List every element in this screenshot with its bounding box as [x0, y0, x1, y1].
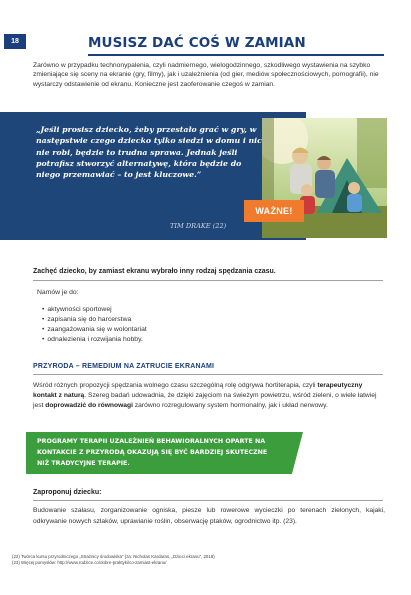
suggest-paragraph: Budowanie szałasu, zorganizowanie ogniska, piesze lub rowerowe wycieczki po terenach zielonych, kajaki, odkrywanie nowych szlaków, uprawianie roślin, obserwację ptaków, ogrodnictwo itp. (23). [33, 507, 385, 525]
ways-label: Namów je do: [37, 289, 79, 296]
highlight-text: PROGRAMY TERAPII UZALEŻNIEŃ BEHAWIORALNYCH OPARTE NA KONTAKCIE Z PRZYRODĄ OKAZUJĄ SIĘ BYĆ BARDZIEJ SKUTECZNE NIŻ TRADYCYJNE TERAPIE. [37, 438, 268, 467]
encourage-heading: Zachęć dziecko, by zamiast ekranu wybrało inny rodzaj spędzania czasu. [33, 268, 276, 275]
text-run: . Szereg badań udowadnia, że dzięki zajęciom na świeżym powietrzu, wśród zieleni, o wiele łatwiej jest [33, 392, 377, 410]
title-divider [88, 54, 384, 56]
footnote: (23) Więcej pomysłów: http://www.rodzice.co/dobre-praktyki/co-zamiast-ekranu/ [12, 560, 167, 565]
suggest-heading: Zaproponuj dziecku: [33, 489, 102, 496]
quote-author: TIM DRAKE (22) [170, 222, 227, 230]
bold-phrase: terapeutyczny kontakt z naturą [33, 382, 363, 400]
list-item: • zapisania się do harcerstwa [42, 315, 147, 325]
footnote: (22) Twórca kursu przyrodniczego „Strażnicy środowiska” (za: Nicholas Kardaras, „Dzieci ekranu”, 2018) [12, 554, 215, 559]
section-divider [33, 374, 383, 375]
nature-heading: PRZYRODA – REMEDIUM NA ZATRUCIE EKRANAMI [33, 363, 215, 370]
footnotes [12, 554, 372, 566]
nature-paragraph [33, 381, 385, 412]
list-item: • aktywności sportowej [42, 305, 147, 315]
text-run: zarówno rozregulowany system hormonalny, jak i układ nerwowy. [132, 402, 328, 410]
important-badge: WAŻNE! [244, 200, 304, 222]
page-number: 18 [4, 34, 26, 49]
activities-list [42, 305, 147, 345]
bold-phrase: doprowadzić do równowagi [45, 402, 133, 410]
intro-paragraph: Zarówno w przypadku technonypalenia, czyli nadmiernego, wielogodzinnego, szkodliwego wystawienia na szybko zmieniające się sceny na ekranie (gry, filmy), jak i uzależnienia (od gier, mediów społecznościowych, pornografii), nie wystarczy odstawienie od ekranu. Konieczne jest zaoferowanie czegoś w zamian. [33, 62, 379, 88]
list-item: • zaangażowania się w wolontariat [42, 325, 147, 335]
section-divider [33, 500, 383, 501]
page-title: MUSISZ DAĆ COŚ W ZAMIAN [88, 35, 306, 51]
section-divider [33, 280, 383, 281]
quote-text: „Jeśli prosisz dziecko, żeby przestało grać w gry, w następstwie czego dziecko tylko siedzi w domu i nic nie robi, będzie to trudna sprawa. Jednak jeśli potrafisz stworzyć alternatywę, która będzie do niego przemawiać – to jest kluczowe.” [36, 125, 262, 180]
list-item: • odnalezienia i rozwijania hobby. [42, 335, 147, 345]
text-run: Wśród różnych propozycji spędzania wolnego czasu szczególną rolę odgrywa hortiterapia, czyli [33, 382, 318, 389]
